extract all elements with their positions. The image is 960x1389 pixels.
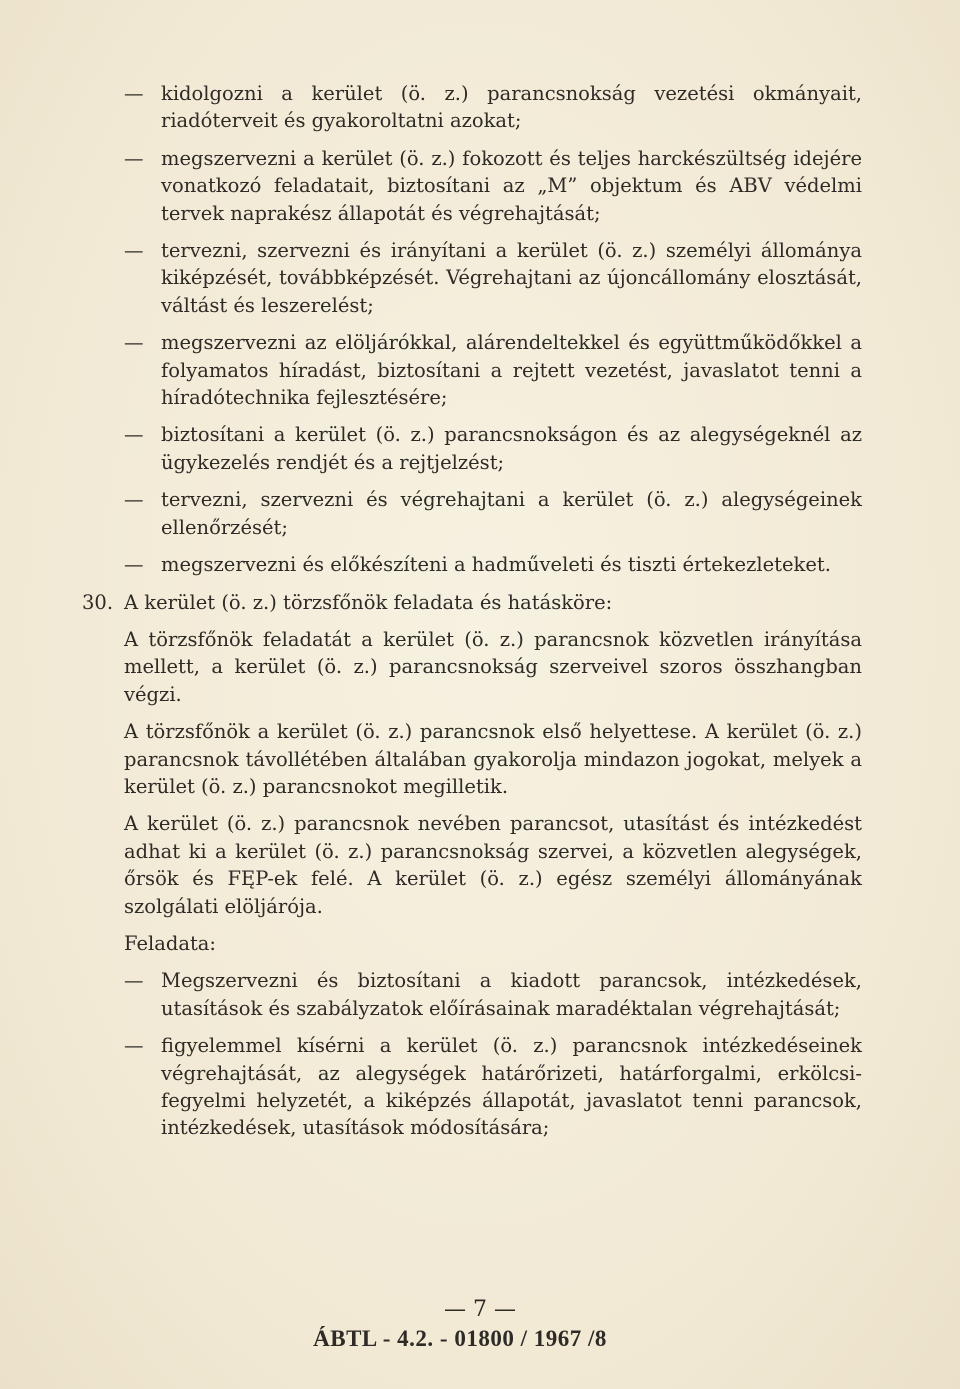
list-item: [124, 967, 862, 1022]
list-item: [124, 486, 862, 541]
section-title: A kerület (ö. z.) törzsfőnök feladata és hatásköre:: [124, 590, 613, 614]
section-number: 30.: [82, 590, 114, 614]
paragraph: A törzsfőnök a kerület (ö. z.) parancsnok első helyettese. A kerület (ö. z.) parancsnok távollétében általában gyakorolja mindazon jogokat, melyek a kerület (ö. z.) parancsnokot megilletik.: [124, 720, 862, 798]
list-item-text: figyelemmel kísérni a kerület (ö. z.) parancsnok intézkedéseinek végrehajtását, az alegységek határőrizeti, határforgalmi, erkölcsi-fegyelmi helyzetét, a kiképzés állapotát, javaslatot tenni parancsok, intézkedések, utasítások módosítására;: [161, 1034, 862, 1140]
list-dash: —: [124, 331, 144, 355]
list-item-text: kidolgozni a kerület (ö. z.) parancsnokság vezetési okmányait, riadóterveit és gyakoroltatni azokat;: [161, 82, 862, 133]
list-item: [124, 421, 862, 476]
list-dash: —: [124, 82, 144, 105]
document-body: [82, 80, 862, 1152]
list-item-text: biztosítani a kerület (ö. z.) parancsnokságon és az alegységeknél az ügykezelés rendjét és a rejtjelzést;: [161, 423, 862, 474]
list-item: [124, 551, 862, 578]
list-dash: —: [124, 1034, 144, 1058]
list-dash: —: [124, 146, 144, 170]
list-dash: —: [124, 239, 144, 263]
list-item: [124, 1032, 862, 1142]
list-item-text: megszervezni és előkészíteni a hadműveleti és tiszti értekezleteket.: [161, 553, 831, 577]
list-item: [124, 329, 862, 411]
paragraph: A törzsfőnök feladatát a kerület (ö. z.) parancsnok közvetlen irányítása mellett, a kerület (ö. z.) parancsnokság szerveivel szoros összhangban végzi.: [124, 627, 862, 706]
list-item: [124, 145, 862, 227]
list-dash: —: [124, 423, 144, 447]
list-dash: —: [124, 969, 144, 993]
list-item: [124, 80, 862, 135]
page-number: — 7 —: [444, 1297, 516, 1322]
list-dash: —: [124, 553, 144, 577]
list-item-text: megszervezni az elöljárókkal, alárendeltekkel és együttműködőkkel a folyamatos híradást, biztosítani a rejtett vezetést, javaslatot tenni a híradótechnika fejlesztésére;: [161, 331, 862, 410]
list-item-text: tervezni, szervezni és végrehajtani a kerület (ö. z.) alegységeinek ellenőrzését;: [161, 488, 862, 539]
list-item-text: Megszervezni és biztosítani a kiadott parancsok, intézkedések, utasítások és szabályzatok előírásainak maradéktalan végrehajtását;: [161, 969, 862, 1020]
list-dash: —: [124, 488, 144, 512]
list-item: [124, 237, 862, 319]
paragraph: A kerület (ö. z.) parancsnok nevében parancsot, utasítást és intézkedést adhat ki a kerület (ö. z.) parancsnokság szervei, a közvetlen alegységek, őrsök és FĘP-ek felé. A kerület (ö. z.) egész személyi állományának szolgálati elöljárója.: [124, 812, 862, 918]
list-item-text: megszervezni a kerület (ö. z.) fokozott és teljes harckészültség idejére vonatkozó feladatait, biztosítani az „M” objektum és ABV védelmi tervek naprakész állapotát és végrehajtását;: [161, 146, 862, 225]
list-item-text: tervezni, szervezni és irányítani a kerület (ö. z.) személyi állománya kiképzését, továbbképzését. Végrehajtani az újoncállomány elosztását, váltást és leszerelést;: [161, 239, 862, 317]
archive-reference: ÁBTL - 4.2. - 01800 / 1967 /8: [313, 1326, 607, 1351]
feadata-label: Feladata:: [124, 931, 217, 955]
section-heading: [82, 589, 862, 616]
